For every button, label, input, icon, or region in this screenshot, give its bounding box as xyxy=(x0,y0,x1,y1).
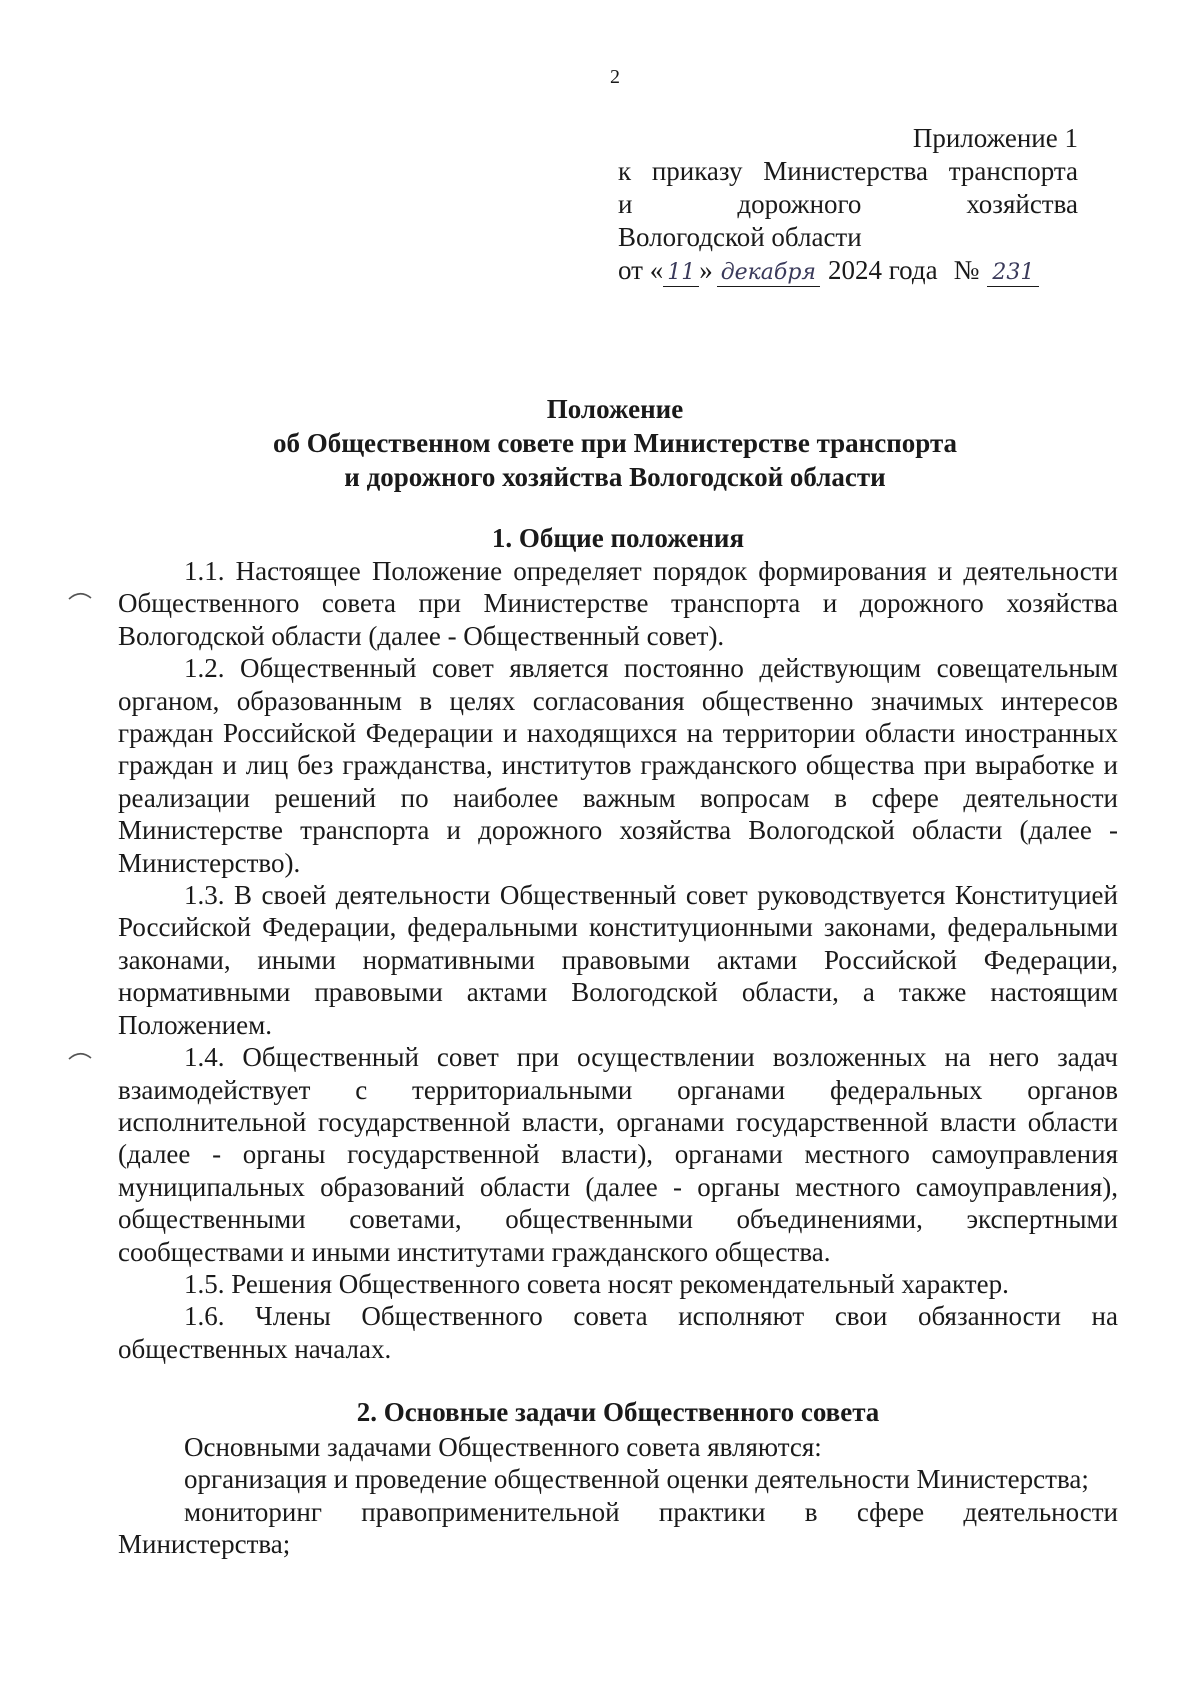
section-heading: 1. Общие положения xyxy=(491,523,745,553)
paragraph: 1.5. Решения Общественного совета носят рекомендательный характер. xyxy=(184,1268,1009,1299)
handwritten-order-number: 231 xyxy=(987,260,1039,287)
appendix-word: приказу xyxy=(651,156,743,186)
date-year: 2024 года xyxy=(828,255,938,285)
paragraph: Основными задачами Общественного совета являются: xyxy=(184,1432,822,1462)
appendix-word: к xyxy=(618,156,632,186)
date-mid: » xyxy=(699,255,713,285)
title-line-1: Положение xyxy=(546,394,684,424)
title-line-3: и дорожного хозяйства Вологодской области xyxy=(344,462,886,492)
appendix-word: транспорта xyxy=(948,156,1078,186)
paragraph: 1.6. Члены Общественного совета исполняют свои обязанности на общественных началах. xyxy=(118,1301,1118,1364)
appendix-header xyxy=(618,122,1078,287)
appendix-word: Министерства xyxy=(763,156,929,186)
appendix-word: дорожного xyxy=(737,189,862,219)
handwritten-month: декабря xyxy=(717,260,820,287)
title-line-2: об Общественном совете при Министерстве транспорта xyxy=(272,428,958,458)
section-heading: 2. Основные задачи Общественного совета xyxy=(356,1397,880,1427)
appendix-word: и xyxy=(618,189,633,219)
document-title xyxy=(0,392,1200,494)
appendix-line-2 xyxy=(618,155,1078,188)
margin-pencil-mark xyxy=(68,1050,92,1060)
section-general-provisions xyxy=(118,521,1118,1365)
number-sign: № xyxy=(953,255,980,285)
paragraph: 1.3. В своей деятельности Общественный совет руководствуется Конституцией Российской Федерации, федеральными конституционными законами, федеральными законами, иными нормативными правовыми актами Российской Федерации, нормативными правовыми актами Вологодской области, а также настоящим Положением. xyxy=(118,880,1118,1040)
appendix-line-4: Вологодской области xyxy=(618,222,862,252)
date-prefix: от « xyxy=(618,255,664,285)
margin-pencil-mark xyxy=(68,590,92,600)
paragraph: 1.4. Общественный совет при осуществлении возложенных на него задач взаимодействует с территориальными органами федеральных органов исполнительной государственной власти, органами государственной власти области (далее - органы государственной власти), органами местного самоуправления муниципальных образований области (далее - органы местного самоуправления), общественными советами, общественными объединениями, экспертными сообществами и иными институтами гражданского общества. xyxy=(118,1042,1118,1267)
appendix-date-line xyxy=(618,254,1078,287)
handwritten-day: 11 xyxy=(663,260,699,287)
appendix-line-3 xyxy=(618,188,1078,221)
page-number: 2 xyxy=(610,66,620,88)
paragraph: организация и проведение общественной оценки деятельности Министерства; xyxy=(184,1464,1089,1495)
appendix-word: хозяйства xyxy=(966,189,1078,219)
paragraph: 1.2. Общественный совет является постоянно действующим совещательным органом, образованным в целях согласования общественно значимых интересов граждан Российской Федерации и находящихся на территории области иностранных граждан и лиц без гражданства, институтов гражданского общества при выработке и реализации решений по наиболее важным вопросам в сфере деятельности Министерстве транспорта и дорожного хозяйства Вологодской области (далее - Министерство). xyxy=(118,653,1118,878)
section-main-tasks xyxy=(118,1395,1118,1561)
paragraph: мониторинг правоприменительной практики в сфере деятельности Министерства; xyxy=(118,1496,1118,1560)
paragraph: 1.1. Настоящее Положение определяет порядок формирования и деятельности Общественного совета при Министерстве транспорта и дорожного хозяйства Вологодской области (далее - Общественный совет). xyxy=(118,556,1118,651)
appendix-label: Приложение 1 xyxy=(912,123,1078,153)
